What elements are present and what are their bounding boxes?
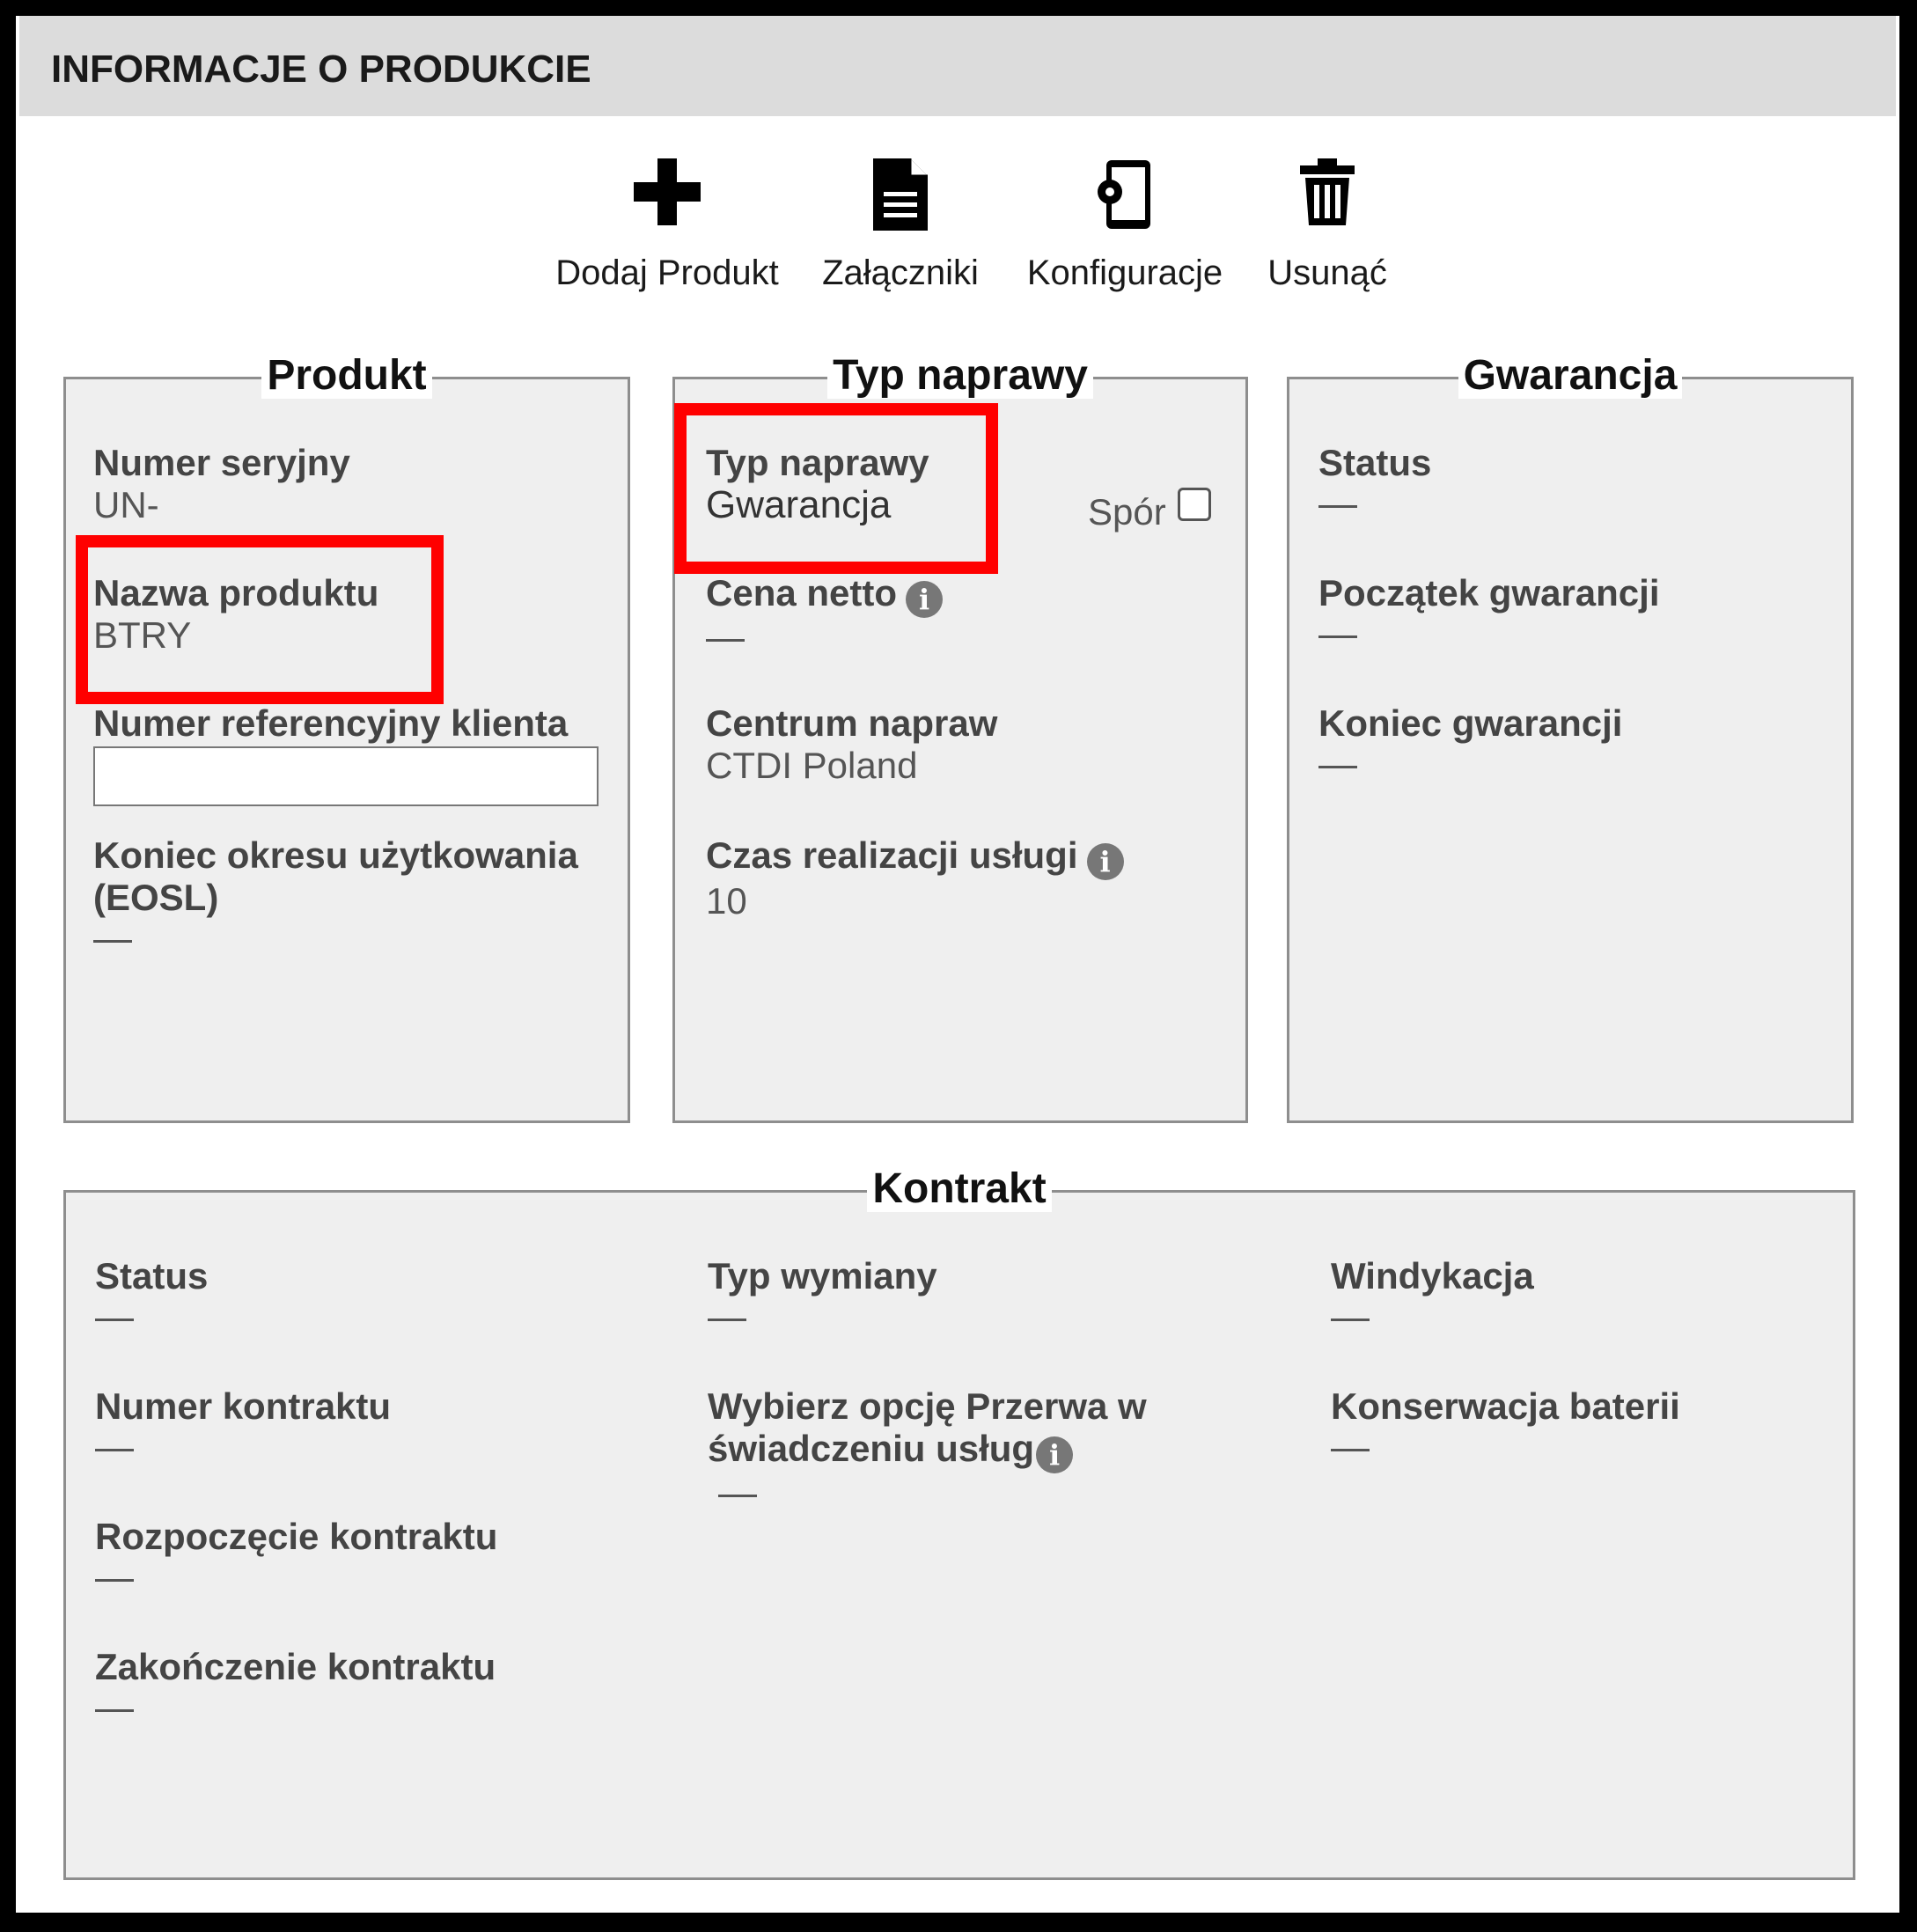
repair-type-value: Gwarancja — [706, 483, 892, 526]
eosl-field — [93, 834, 578, 943]
warranty-start-label: Początek gwarancji — [1318, 572, 1660, 613]
contract-status-field — [95, 1255, 208, 1321]
product-name-field — [93, 572, 378, 657]
page-title: INFORMACJE O PRODUKCIE — [51, 48, 591, 91]
customer-reference-input[interactable] — [93, 746, 599, 806]
collection-empty-value — [1331, 1319, 1370, 1321]
service-break-label-line2: świadczeniu usług — [708, 1428, 1035, 1469]
warranty-status-field — [1318, 442, 1431, 508]
warranty-start-field — [1318, 572, 1660, 638]
device-settings-icon — [1094, 157, 1156, 232]
service-break-label-line1: Wybierz opcję Przerwa w — [708, 1385, 1147, 1427]
exchange-type-empty-value — [708, 1319, 746, 1321]
contract-status-label: Status — [95, 1255, 209, 1297]
contract-number-label: Numer kontraktu — [95, 1385, 392, 1427]
warranty-status-label: Status — [1318, 442, 1432, 483]
product-info-window — [16, 16, 1899, 1913]
eosl-label-line1: Koniec okresu użytkowania — [93, 834, 578, 876]
document-icon — [870, 157, 931, 232]
repair-type-field — [706, 442, 929, 526]
net-price-field — [706, 572, 943, 642]
warranty-end-label: Koniec gwarancji — [1318, 702, 1623, 744]
contract-end-field — [95, 1646, 496, 1712]
collection-field — [1331, 1255, 1534, 1321]
repair-center-value: CTDI Poland — [706, 745, 918, 786]
eosl-empty-value — [93, 940, 132, 943]
delete-label: Usunąć — [1267, 253, 1387, 292]
dispute-label: Spór — [1088, 491, 1166, 533]
contract-status-empty-value — [95, 1319, 134, 1321]
service-break-field — [708, 1385, 1147, 1497]
contract-start-label: Rozpoczęcie kontraktu — [95, 1516, 498, 1557]
battery-maintenance-empty-value — [1331, 1449, 1370, 1451]
attachments-label: Załączniki — [822, 253, 979, 292]
trash-icon — [1296, 157, 1358, 227]
net-price-label: Cena netto — [706, 572, 898, 613]
serial-number-field — [93, 442, 350, 526]
contract-number-empty-value — [95, 1449, 134, 1451]
service-break-empty-value — [718, 1495, 757, 1497]
contract-panel-legend: Kontrakt — [867, 1165, 1051, 1212]
warranty-end-empty-value — [1318, 766, 1357, 768]
contract-end-empty-value — [95, 1709, 134, 1712]
warranty-panel-legend: Gwarancja — [1458, 352, 1683, 399]
warranty-status-empty-value — [1318, 505, 1357, 508]
product-name-label: Nazwa produktu — [93, 572, 379, 613]
info-icon[interactable]: i — [906, 581, 943, 618]
service-time-field — [706, 834, 1124, 922]
plus-icon — [632, 157, 702, 227]
attachments-button[interactable] — [804, 148, 997, 298]
contract-start-field — [95, 1516, 497, 1582]
warranty-start-empty-value — [1318, 635, 1357, 638]
product-name-value: BTRY — [93, 614, 192, 656]
contract-number-field — [95, 1385, 391, 1451]
service-time-value: 10 — [706, 880, 747, 922]
info-icon[interactable]: i — [1036, 1436, 1073, 1473]
battery-maintenance-label: Konserwacja baterii — [1331, 1385, 1680, 1427]
customer-reference-label: Numer referencyjny klienta — [93, 702, 569, 744]
repair-center-field — [706, 702, 997, 787]
net-price-empty-value — [706, 639, 745, 642]
add-product-button[interactable] — [544, 148, 790, 298]
exchange-type-field — [708, 1255, 937, 1321]
dispute-checkbox[interactable] — [1178, 488, 1211, 521]
battery-maintenance-field — [1331, 1385, 1680, 1451]
add-product-label: Dodaj Produkt — [555, 253, 779, 292]
serial-number-label: Numer seryjny — [93, 442, 350, 483]
contract-end-label: Zakończenie kontraktu — [95, 1646, 496, 1687]
repair-center-label: Centrum napraw — [706, 702, 998, 744]
contract-start-empty-value — [95, 1579, 134, 1582]
delete-button[interactable] — [1248, 148, 1407, 298]
warranty-end-field — [1318, 702, 1622, 768]
serial-number-value: UN- — [93, 484, 159, 525]
collection-label: Windykacja — [1331, 1255, 1534, 1297]
service-time-label: Czas realizacji usługi — [706, 834, 1078, 876]
repair-type-label: Typ naprawy — [706, 442, 929, 483]
configurations-label: Konfiguracje — [1026, 253, 1223, 292]
section-header — [19, 16, 1896, 116]
customer-reference-field — [93, 702, 568, 745]
configurations-button[interactable] — [1010, 148, 1239, 298]
repair-type-panel-legend: Typ naprawy — [827, 352, 1093, 399]
dispute-field — [1088, 491, 1166, 533]
exchange-type-label: Typ wymiany — [708, 1255, 937, 1297]
info-icon[interactable]: i — [1087, 843, 1124, 880]
product-panel-legend: Produkt — [261, 352, 431, 399]
eosl-label-line2: (EOSL) — [93, 877, 219, 918]
